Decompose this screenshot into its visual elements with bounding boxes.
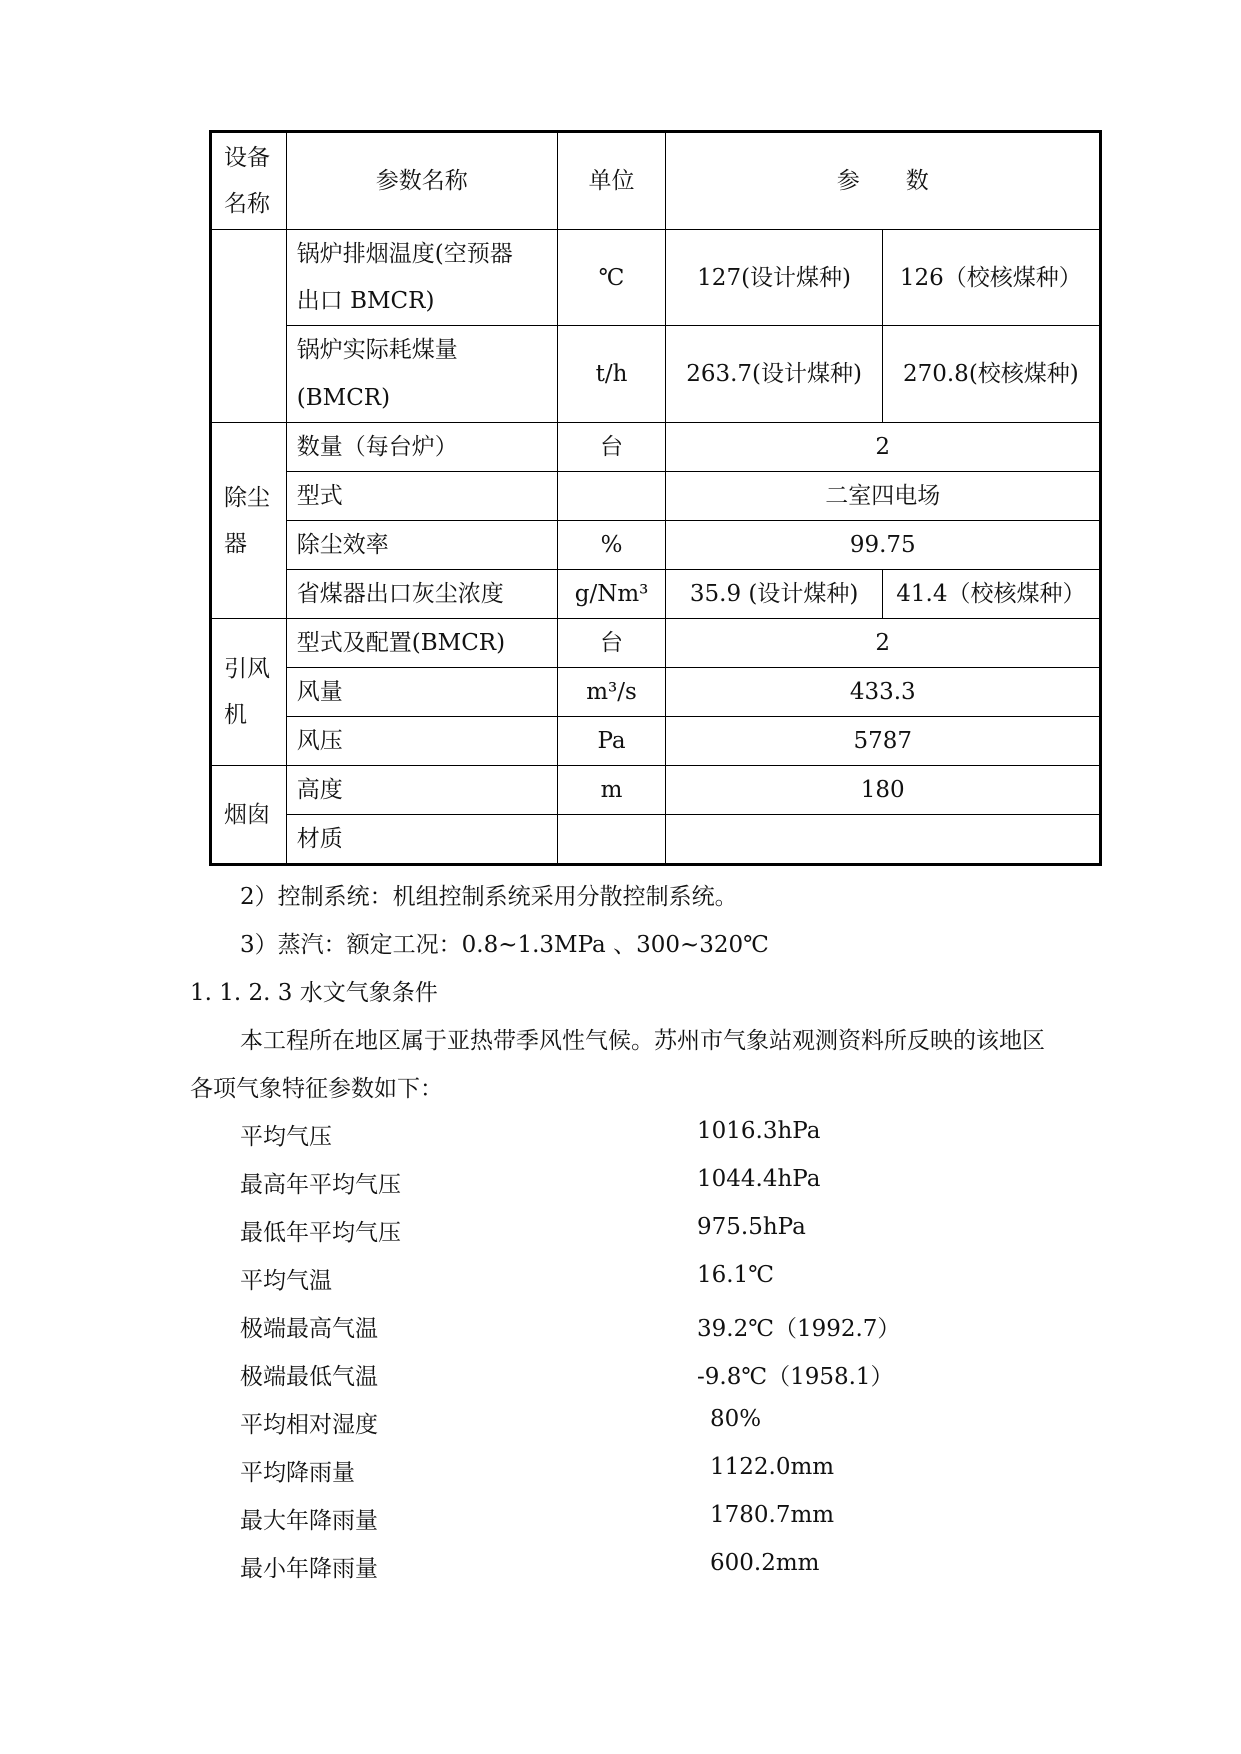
unit-cell [557,472,666,521]
value-cell: 二室四电场 [666,472,1101,521]
table-row [211,717,1101,766]
meteo-label: 极端最高气温 [240,1316,378,1342]
meteo-label: 最大年降雨量 [240,1508,378,1534]
unit-cell: 台 [557,619,666,668]
table-row [211,668,1101,717]
equipment-blank-cell [211,230,287,423]
equipment-cell-dust: 除尘 器 [211,423,287,619]
table-row [211,766,1101,815]
meteo-label: 平均相对湿度 [240,1412,378,1438]
value-cell: 270.8(校核煤种) [882,326,1100,423]
meteo-label: 平均气温 [240,1268,332,1294]
meteo-label: 平均降雨量 [240,1460,355,1486]
parameter-table [209,130,1102,866]
unit-cell: m [557,766,666,815]
unit-cell [557,815,666,865]
meteo-value: 1044.4hPa [697,1166,821,1192]
value-cell: 126（校核煤种） [882,230,1100,326]
value-cell: 35.9 (设计煤种) [666,570,882,619]
unit-cell: t/h [557,326,666,423]
meteo-label: 最高年平均气压 [240,1172,401,1198]
value-cell: 2 [666,619,1101,668]
header-equipment: 设备 名称 [211,132,287,230]
table-row [211,521,1101,570]
header-param: 参 数 [666,132,1101,230]
meteo-value: 1122.0mm [710,1454,835,1480]
value-cell: 41.4（校核煤种） [882,570,1100,619]
unit-cell: g/Nm³ [557,570,666,619]
param-name-cell: 高度 [286,766,557,815]
control-system-text: 2）控制系统：机组控制系统采用分散控制系统。 [240,884,738,910]
value-cell: 5787 [666,717,1101,766]
meteo-value: 600.2mm [710,1550,820,1576]
value-cell: 99.75 [666,521,1101,570]
value-cell: 2 [666,423,1101,472]
unit-cell: ℃ [557,230,666,326]
unit-cell: 台 [557,423,666,472]
param-name-cell: 风压 [286,717,557,766]
param-name-cell: 省煤器出口灰尘浓度 [286,570,557,619]
meteo-value: 16.1℃ [697,1262,774,1288]
meteo-value: -9.8℃（1958.1） [697,1364,894,1390]
param-name-cell: 锅炉排烟温度(空预器 出口 BMCR) [286,230,557,326]
meteo-label: 最低年平均气压 [240,1220,401,1246]
param-name-cell: 锅炉实际耗煤量(BMCR) [286,326,557,423]
steam-text: 3）蒸汽：额定工况：0.8~1.3MPa 、300~320℃ [240,932,769,958]
header-param-name: 参数名称 [286,132,557,230]
meteo-value: 80% [710,1406,762,1432]
table-row [211,230,1101,326]
table-row [211,472,1101,521]
meteo-value: 39.2℃（1992.7） [697,1316,901,1342]
table-row [211,570,1101,619]
table-row [211,326,1101,423]
unit-cell: % [557,521,666,570]
unit-cell: Pa [557,717,666,766]
table-row [211,815,1101,865]
param-name-cell: 型式 [286,472,557,521]
meteo-value: 975.5hPa [697,1214,806,1240]
header-unit: 单位 [557,132,666,230]
param-name-cell: 数量（每台炉） [286,423,557,472]
value-cell: 127(设计煤种) [666,230,882,326]
param-name-cell: 型式及配置(BMCR) [286,619,557,668]
equipment-cell-chimney: 烟囱 [211,766,287,865]
param-name-cell: 风量 [286,668,557,717]
value-cell: 263.7(设计煤种) [666,326,882,423]
intro-paragraph-line2: 各项气象特征参数如下： [190,1076,443,1102]
value-cell: 433.3 [666,668,1101,717]
section-heading: 1. 1. 2. 3 水文气象条件 [190,980,438,1006]
value-cell: 180 [666,766,1101,815]
intro-paragraph-line1: 本工程所在地区属于亚热带季风性气候。苏州市气象站观测资料所反映的该地区 [240,1028,1045,1054]
value-cell [666,815,1101,865]
meteo-value: 1016.3hPa [697,1118,821,1144]
table-header-row [211,132,1101,230]
meteo-label: 最小年降雨量 [240,1556,378,1582]
meteo-value: 1780.7mm [710,1502,835,1528]
table-row [211,619,1101,668]
meteo-label: 极端最低气温 [240,1364,378,1390]
table-row [211,423,1101,472]
param-name-cell: 材质 [286,815,557,865]
equipment-cell-fan: 引风 机 [211,619,287,766]
param-name-cell: 除尘效率 [286,521,557,570]
meteo-label: 平均气压 [240,1124,332,1150]
unit-cell: m³/s [557,668,666,717]
